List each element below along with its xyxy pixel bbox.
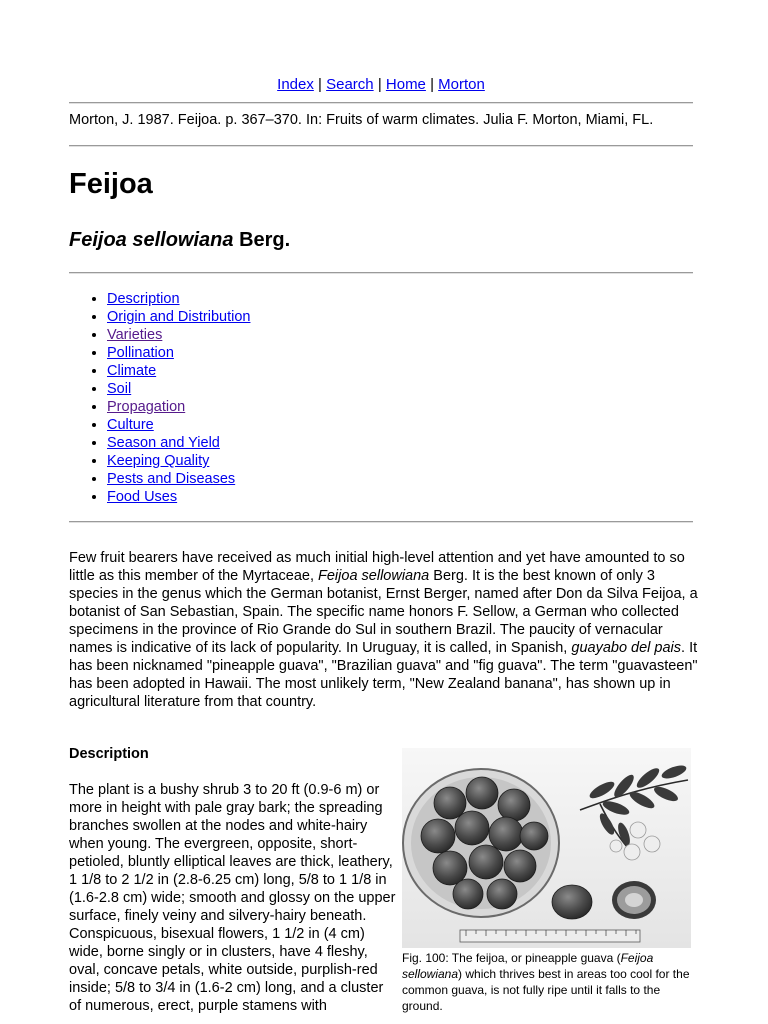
toc-item <box>107 398 250 416</box>
species-author: Berg. <box>233 229 291 251</box>
intro-text: Berg. It is the best known of only 3 species in the genus which the German botanist, Ernst Berger, named after Don da Silva Feijoa, a botanist of San Sebastian, Spain. The specific name honors F. Sellow, a German who collected specimens in the province of Rio Grande do Sul in southern Brazil. The paucity of vernacular names is indicative of its lack of popularity. In Uruguay, it is called, in Spanish, <box>69 568 698 656</box>
citation: Morton, J. 1987. Feijoa. p. 367–370. In: Fruits of warm climates. Julia F. Morton, Miami, FL. <box>69 112 654 128</box>
intro-italic-name: guayabo del pais <box>571 640 682 656</box>
feijoa-photo <box>402 748 691 948</box>
toc-link-food-uses[interactable]: Food Uses <box>107 489 178 505</box>
nav-link-home[interactable]: Home <box>385 76 426 93</box>
toc-link-origin-and-distribution[interactable]: Origin and Distribution <box>107 309 251 325</box>
toc-link-climate[interactable]: Climate <box>107 363 157 379</box>
toc-link-pests-and-diseases[interactable]: Pests and Diseases <box>107 471 236 487</box>
toc-item <box>107 416 250 434</box>
nav-separator: | <box>377 76 382 93</box>
toc-link-varieties[interactable]: Varieties <box>107 327 163 343</box>
toc-link-description[interactable]: Description <box>107 291 180 307</box>
caption-italic-species: Feijoa sellowiana <box>402 951 654 981</box>
toc-link-soil[interactable]: Soil <box>107 381 132 397</box>
divider <box>69 521 693 523</box>
page-title: Feijoa <box>69 168 153 200</box>
toc-item <box>107 380 250 398</box>
nav-link-search[interactable]: Search <box>326 76 374 93</box>
toc-link-culture[interactable]: Culture <box>107 417 154 433</box>
toc-item <box>107 488 250 506</box>
description-paragraph: The plant is a bushy shrub 3 to 20 ft (0.9-6 m) or more in height with pale gray bark; the spreading branches swollen at the nodes and white-hairy when young. The evergreen, opposite, short-petioled, bluntly elliptical leaves are thick, leathery, 1 1/8 to 2 1/2 in (2.8-6.25 cm) long, 5/8 to 1 1/8 in (1.6-2.8 cm) wide; smooth and glossy on the upper surface, finely veiny and silvery-hairy beneath. Conspicuous, bisexual flowers, 1 1/2 in (4 cm) wide, borne singly or in clusters, have 4 fleshy, oval, concave petals, white outside, purplish-red inside; 5/8 to 3/4 in (1.6-2 cm) long, and a cluster of numerous, erect, purple stamens with <box>69 782 396 1014</box>
toc-item <box>107 344 250 362</box>
table-of-contents <box>90 290 250 506</box>
toc-item <box>107 452 250 470</box>
toc-link-keeping-quality[interactable]: Keeping Quality <box>107 453 210 469</box>
intro-text: . It has been nicknamed "pineapple guava", "Brazilian guava" and "fig guava". The term "guavasteen" has been adopted in Hawaii. The most unlikely term, "New Zealand banana", has shown up in agricultural literature from that country. <box>69 640 698 710</box>
intro-italic-species: Feijoa sellowiana <box>318 568 430 584</box>
toc-item <box>107 326 250 344</box>
nav-separator: | <box>318 76 322 93</box>
nav-link-index[interactable]: Index <box>277 76 314 93</box>
toc-item <box>107 362 250 380</box>
divider <box>69 102 693 104</box>
section-heading-description: Description <box>69 746 149 762</box>
top-nav <box>0 76 762 93</box>
toc-item <box>107 470 250 488</box>
intro-text: Few fruit bearers have received as much initial high-level attention and yet have amounted to so little as this member of the Myrtaceae, <box>69 550 685 584</box>
nav-separator: | <box>430 76 434 93</box>
caption-text: Fig. 100: The feijoa, or pineapple guava ( <box>402 951 621 965</box>
divider <box>69 272 693 274</box>
species-name: Feijoa sellowiana <box>69 229 234 251</box>
toc-link-season-and-yield[interactable]: Season and Yield <box>107 435 220 451</box>
page-subtitle <box>69 229 290 252</box>
toc-item <box>107 290 250 308</box>
toc-link-pollination[interactable]: Pollination <box>107 345 174 361</box>
nav-link-morton[interactable]: Morton <box>438 76 485 93</box>
divider <box>69 145 693 147</box>
caption-text: ) which thrives best in areas too cool for the common guava, is not fully ripe until it falls to the ground. <box>402 967 690 1013</box>
toc-item <box>107 308 250 326</box>
toc-item <box>107 434 250 452</box>
toc-link-propagation[interactable]: Propagation <box>107 399 186 415</box>
intro-paragraph <box>69 549 699 711</box>
figure-caption <box>402 950 694 1014</box>
